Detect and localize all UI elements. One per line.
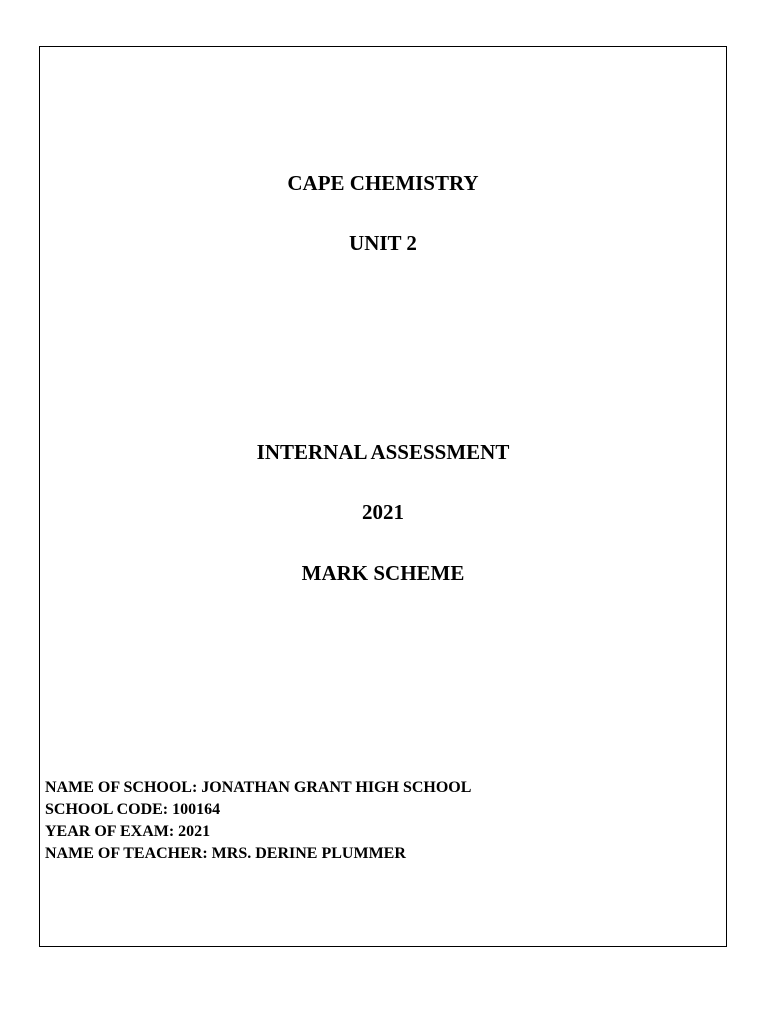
document-type-heading: MARK SCHEME (301, 561, 465, 585)
school-details (45, 777, 471, 865)
exam-year: YEAR OF EXAM: 2021 (45, 823, 211, 840)
document-title: CAPE CHEMISTRY (287, 171, 479, 195)
school-name: NAME OF SCHOOL: JONATHAN GRANT HIGH SCHOOL (45, 779, 472, 796)
unit-heading: UNIT 2 (349, 231, 417, 255)
year-heading: 2021 (362, 500, 404, 524)
teacher-name: NAME OF TEACHER: MRS. DERINE PLUMMER (45, 845, 406, 862)
assessment-heading: INTERNAL ASSESSMENT (256, 440, 510, 464)
page-border (39, 46, 727, 947)
school-code: SCHOOL CODE: 100164 (45, 801, 221, 818)
